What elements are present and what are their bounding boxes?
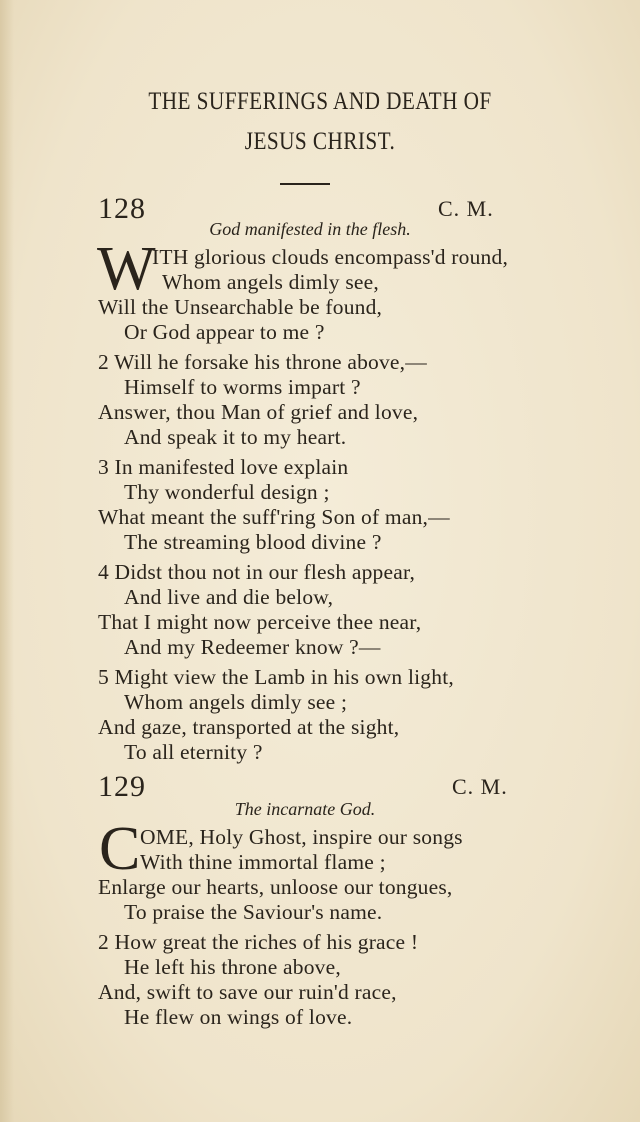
hymn-128-line-4: Or God appear to me ? (124, 320, 325, 344)
section-title-line-1: THE SUFFERINGS AND DEATH OF (148, 88, 492, 115)
hymn-128-line-6: Himself to worms impart ? (124, 375, 361, 399)
hymn-128-line-12: The streaming blood divine ? (124, 530, 382, 554)
hymn-128-line-19: And gaze, transported at the sight, (98, 715, 400, 739)
hymn-128-line-3: Will the Unsearchable be found, (98, 295, 383, 319)
hymn-129-line-2: With thine immortal flame ; (140, 850, 386, 874)
hymn-128-line-14: And live and die below, (124, 585, 334, 609)
hymn-128-line-7: Answer, thou Man of grief and love, (98, 400, 419, 424)
hymn-128-number: 128 (98, 192, 146, 225)
hymn-129-line-3: Enlarge our hearts, unloose our tongues, (98, 875, 453, 899)
hymn-129-subtitle: The incarnate God. (234, 799, 376, 819)
hymn-128-line-20: To all eternity ? (124, 740, 263, 764)
hymn-128-line-8: And speak it to my heart. (124, 425, 347, 449)
hymn-129-line-5: 2 How great the riches of his grace ! (98, 930, 419, 954)
hymn-128-line-16: And my Redeemer know ?— (124, 635, 381, 659)
hymn-128-line-10: Thy wonderful design ; (124, 480, 330, 504)
hymn-128-line-5: 2 Will he forsake his throne above,— (98, 350, 427, 374)
hymn-128-line-13: 4 Didst thou not in our flesh appear, (98, 560, 416, 584)
hymn-129-line-4: To praise the Saviour's name. (124, 900, 383, 924)
hymn-129-number: 129 (98, 770, 146, 803)
page-edge-shadow (0, 0, 14, 1122)
hymn-129-line-6: He left his throne above, (124, 955, 341, 979)
hymn-129-meter: C. M. (452, 774, 508, 799)
hymn-129-line-1: OME, Holy Ghost, inspire our songs (140, 825, 463, 849)
hymn-129-line-8: He flew on wings of love. (124, 1005, 353, 1029)
hymn-128-line-15: That I might now perceive thee near, (98, 610, 422, 634)
hymn-128-dropcap: W (97, 235, 156, 303)
section-title-line-2: JESUS CHRIST. (244, 128, 396, 155)
hymn-128-line-17: 5 Might view the Lamb in his own light, (98, 665, 454, 689)
hymn-128-line-18: Whom angels dimly see ; (124, 690, 348, 714)
hymn-128-line-11: What meant the suff'ring Son of man,— (98, 505, 450, 529)
hymn-128-line-1: ITH glorious clouds encompass'd round, (152, 245, 509, 269)
hymn-129-dropcap: C (99, 815, 141, 883)
hymn-128-line-9: 3 In manifested love explain (98, 455, 349, 479)
hymn-128-subtitle: God manifested in the flesh. (209, 219, 411, 239)
hymn-128-line-2: Whom angels dimly see, (162, 270, 379, 294)
title-divider (280, 183, 330, 185)
hymn-128-meter: C. M. (438, 196, 494, 221)
hymn-129-line-7: And, swift to save our ruin'd race, (98, 980, 397, 1004)
